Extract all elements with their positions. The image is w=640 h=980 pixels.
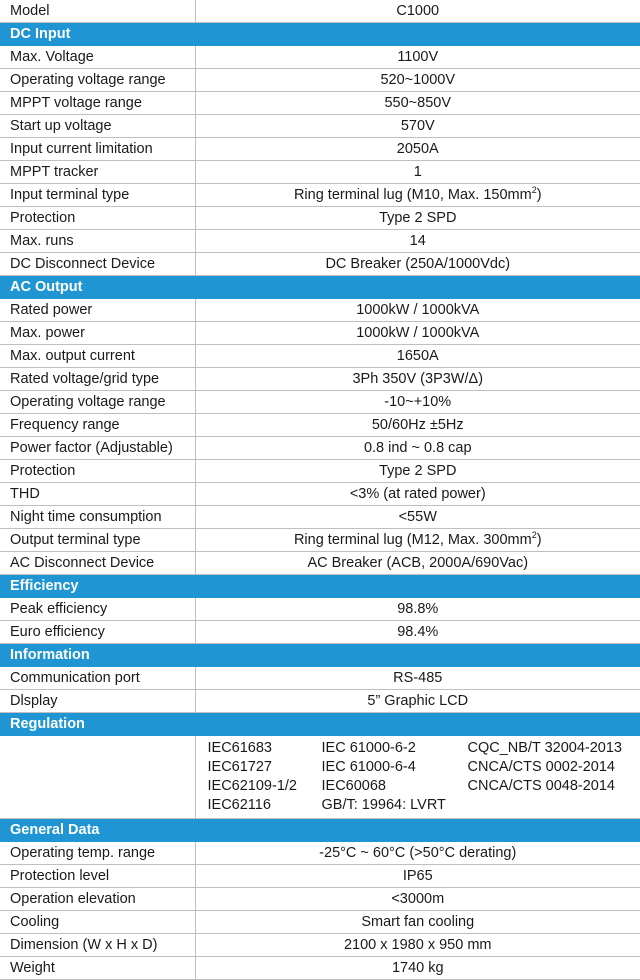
regulation-standard: IEC 61000-6-4 <box>322 758 468 777</box>
section-title: General Data <box>0 819 640 842</box>
spec-row <box>0 322 640 345</box>
spec-value-superscript: 2 <box>532 185 537 195</box>
spec-label: Protection level <box>0 865 195 888</box>
section-title: DC Input <box>0 23 640 46</box>
spec-row <box>0 184 640 207</box>
spec-value-text: Ring terminal lug (M12, Max. 300mm <box>294 532 532 548</box>
spec-value: 550~850V <box>195 92 640 115</box>
spec-label: Weight <box>0 957 195 980</box>
regulation-label-cell <box>0 736 195 819</box>
spec-value: 1 <box>195 161 640 184</box>
spec-row <box>0 529 640 552</box>
section-title: Information <box>0 644 640 667</box>
regulation-standard: CQC_NB/T 32004-2013 <box>468 739 638 758</box>
spec-value: <55W <box>195 506 640 529</box>
spec-label: Protection <box>0 460 195 483</box>
spec-value: 3Ph 350V (3P3W/Δ) <box>195 368 640 391</box>
spec-label: Operating temp. range <box>0 842 195 865</box>
model-row <box>0 0 640 23</box>
model-label: Model <box>0 0 195 23</box>
spec-label: Dlsplay <box>0 690 195 713</box>
regulation-grid <box>208 739 640 815</box>
spec-row <box>0 957 640 980</box>
spec-value-suffix: ) <box>537 532 542 548</box>
spec-value: 570V <box>195 115 640 138</box>
spec-value: 1100V <box>195 46 640 69</box>
section-header-general-data <box>0 819 640 842</box>
spec-value: 1740 kg <box>195 957 640 980</box>
spec-value: RS-485 <box>195 667 640 690</box>
spec-value: -10~+10% <box>195 391 640 414</box>
spec-row <box>0 506 640 529</box>
regulation-standard: CNCA/CTS 0002-2014 <box>468 758 638 777</box>
spec-value: Type 2 SPD <box>195 207 640 230</box>
spec-value: 50/60Hz ±5Hz <box>195 414 640 437</box>
regulation-standards <box>195 736 640 819</box>
spec-value-superscript: 2 <box>532 530 537 540</box>
spec-label: Rated power <box>0 299 195 322</box>
spec-value: 2100 x 1980 x 950 mm <box>195 934 640 957</box>
spec-value <box>195 184 640 207</box>
spec-label: Operation elevation <box>0 888 195 911</box>
spec-value: AC Breaker (ACB, 2000A/690Vac) <box>195 552 640 575</box>
spec-value: 520~1000V <box>195 69 640 92</box>
section-title: Regulation <box>0 713 640 736</box>
spec-label: Peak efficiency <box>0 598 195 621</box>
spec-label: Max. runs <box>0 230 195 253</box>
spec-row <box>0 690 640 713</box>
spec-label: THD <box>0 483 195 506</box>
spec-value: 14 <box>195 230 640 253</box>
spec-label: Dimension (W x H x D) <box>0 934 195 957</box>
regulation-standard: GB/T: 19964: LVRT <box>322 796 468 815</box>
spec-row <box>0 345 640 368</box>
spec-label: Cooling <box>0 911 195 934</box>
spec-row <box>0 138 640 161</box>
spec-value: DC Breaker (250A/1000Vdc) <box>195 253 640 276</box>
spec-label: Night time consumption <box>0 506 195 529</box>
spec-row <box>0 207 640 230</box>
section-title: Efficiency <box>0 575 640 598</box>
spec-row <box>0 299 640 322</box>
spec-label: AC Disconnect Device <box>0 552 195 575</box>
regulation-standard: IEC62109-1/2 <box>208 777 322 796</box>
spec-row <box>0 667 640 690</box>
spec-value: Smart fan cooling <box>195 911 640 934</box>
spec-row <box>0 437 640 460</box>
spec-row <box>0 598 640 621</box>
spec-value <box>195 529 640 552</box>
spec-label: Power factor (Adjustable) <box>0 437 195 460</box>
spec-row <box>0 842 640 865</box>
spec-value: 98.8% <box>195 598 640 621</box>
model-value: C1000 <box>195 0 640 23</box>
spec-label: Protection <box>0 207 195 230</box>
spec-label: DC Disconnect Device <box>0 253 195 276</box>
spec-label: Input terminal type <box>0 184 195 207</box>
spec-row <box>0 253 640 276</box>
spec-label: Rated voltage/grid type <box>0 368 195 391</box>
spec-value-suffix: ) <box>537 187 542 203</box>
spec-row <box>0 92 640 115</box>
spec-value-text: Ring terminal lug (M10, Max. 150mm <box>294 187 532 203</box>
spec-label: Euro efficiency <box>0 621 195 644</box>
spec-value: 5” Graphic LCD <box>195 690 640 713</box>
spec-label: Communication port <box>0 667 195 690</box>
spec-row <box>0 69 640 92</box>
spec-row <box>0 46 640 69</box>
spec-row <box>0 552 640 575</box>
spec-label: Output terminal type <box>0 529 195 552</box>
regulation-row <box>0 736 640 819</box>
section-header-regulation <box>0 713 640 736</box>
spec-label: Frequency range <box>0 414 195 437</box>
spec-label: Max. output current <box>0 345 195 368</box>
regulation-standard <box>468 796 638 815</box>
regulation-standard: IEC61727 <box>208 758 322 777</box>
section-header-information <box>0 644 640 667</box>
regulation-standard: IEC 61000-6-2 <box>322 739 468 758</box>
spec-value: 0.8 ind ~ 0.8 cap <box>195 437 640 460</box>
regulation-standard: IEC60068 <box>322 777 468 796</box>
regulation-standard: IEC61683 <box>208 739 322 758</box>
spec-label: Max. Voltage <box>0 46 195 69</box>
regulation-standard: IEC62116 <box>208 796 322 815</box>
spec-value: <3% (at rated power) <box>195 483 640 506</box>
spec-row <box>0 391 640 414</box>
spec-row <box>0 368 640 391</box>
spec-row <box>0 115 640 138</box>
spec-value: 1000kW / 1000kVA <box>195 299 640 322</box>
spec-row <box>0 888 640 911</box>
regulation-standard: CNCA/CTS 0048-2014 <box>468 777 638 796</box>
spec-row <box>0 230 640 253</box>
spec-label: Input current limitation <box>0 138 195 161</box>
section-header-dc-input <box>0 23 640 46</box>
spec-row <box>0 934 640 957</box>
spec-value: -25°C ~ 60°C (>50°C derating) <box>195 842 640 865</box>
spec-row <box>0 161 640 184</box>
spec-value: 2050A <box>195 138 640 161</box>
spec-row <box>0 621 640 644</box>
spec-row <box>0 911 640 934</box>
spec-row <box>0 865 640 888</box>
spec-value: Type 2 SPD <box>195 460 640 483</box>
spec-value: IP65 <box>195 865 640 888</box>
spec-value: 98.4% <box>195 621 640 644</box>
spec-value: 1650A <box>195 345 640 368</box>
spec-value: 1000kW / 1000kVA <box>195 322 640 345</box>
spec-row <box>0 460 640 483</box>
spec-row <box>0 483 640 506</box>
section-header-efficiency <box>0 575 640 598</box>
spec-value: <3000m <box>195 888 640 911</box>
spec-row <box>0 414 640 437</box>
section-title: AC Output <box>0 276 640 299</box>
section-header-ac-output <box>0 276 640 299</box>
spec-label: MPPT voltage range <box>0 92 195 115</box>
spec-label: Start up voltage <box>0 115 195 138</box>
spec-label: Operating voltage range <box>0 69 195 92</box>
spec-label: Max. power <box>0 322 195 345</box>
spec-label: MPPT tracker <box>0 161 195 184</box>
spec-label: Operating voltage range <box>0 391 195 414</box>
